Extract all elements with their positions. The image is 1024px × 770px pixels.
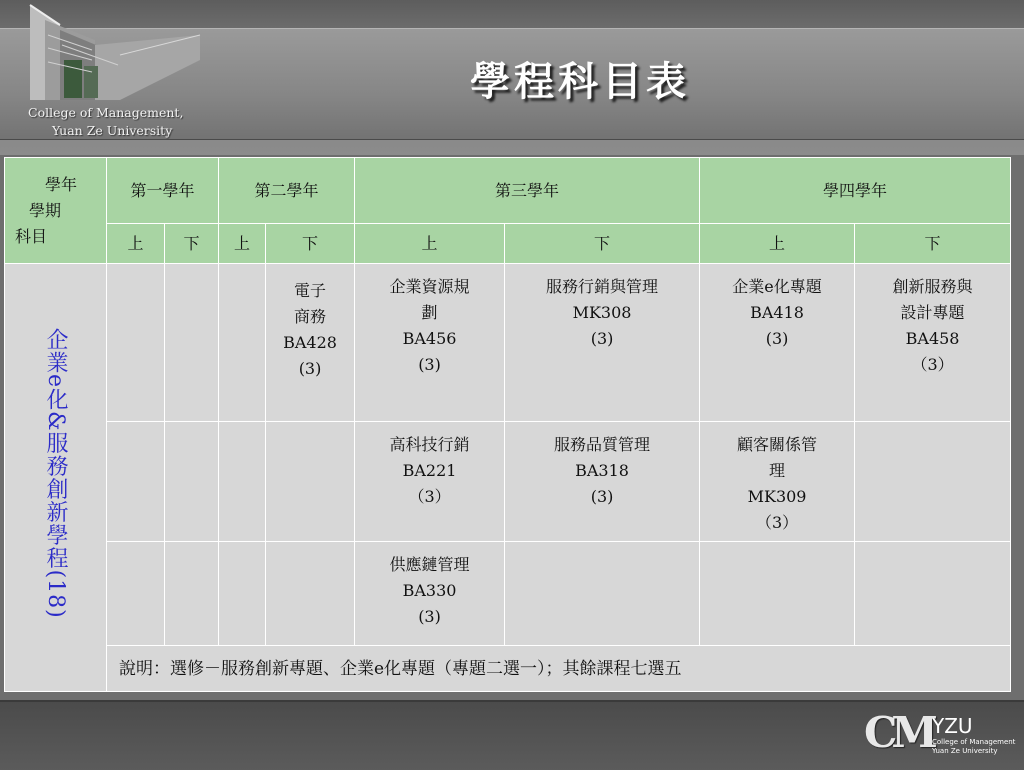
empty-cell <box>165 542 219 646</box>
program-name-cell <box>5 264 107 692</box>
course-line: 企業e化專題 <box>732 277 822 296</box>
course-cell <box>355 422 505 542</box>
course-line: BA330 <box>402 581 457 600</box>
corner-semester-label: 學期 <box>29 200 62 220</box>
empty-cell <box>165 264 219 422</box>
empty-cell <box>219 542 266 646</box>
course-row <box>5 542 1011 646</box>
semester-header: 下 <box>165 224 219 264</box>
empty-cell <box>107 264 165 422</box>
course-line: (3) <box>590 329 614 348</box>
course-line: （3） <box>408 487 451 506</box>
year-header-3: 第三學年 <box>355 158 700 224</box>
program-name: 企業e化&服務創新學程(18) <box>43 328 68 619</box>
empty-cell <box>855 542 1011 646</box>
corner-subject-label: 科目 <box>15 226 48 246</box>
corner-cell <box>5 158 107 264</box>
course-cell <box>266 264 355 422</box>
empty-cell <box>219 264 266 422</box>
course-line: （3） <box>911 355 954 374</box>
course-line: (3) <box>298 359 322 378</box>
empty-cell <box>266 542 355 646</box>
yzu-logo-text: YZU <box>932 714 973 738</box>
empty-cell <box>107 542 165 646</box>
course-line: (3) <box>418 355 441 374</box>
course-line: 創新服務與 <box>892 277 973 296</box>
semester-header: 下 <box>505 224 700 264</box>
course-row <box>5 422 1011 542</box>
course-cell <box>355 264 505 422</box>
slide-header <box>0 0 1024 155</box>
semester-header: 下 <box>266 224 355 264</box>
course-cell <box>700 264 855 422</box>
course-line: (3) <box>418 607 441 626</box>
course-line: BA418 <box>750 303 804 322</box>
college-name-line2: Yuan Ze University <box>52 123 173 138</box>
empty-cell <box>505 542 700 646</box>
empty-cell <box>700 542 855 646</box>
college-building-logo <box>0 0 215 155</box>
course-line: MK308 <box>572 303 632 322</box>
course-cell <box>355 542 505 646</box>
course-line: 商務 <box>294 307 327 326</box>
course-line: 顧客關係管 <box>737 435 818 454</box>
year-header-4: 學四學年 <box>700 158 1011 224</box>
course-line: 服務行銷與管理 <box>546 277 659 296</box>
course-cell <box>855 264 1011 422</box>
empty-cell <box>855 422 1011 542</box>
course-cell <box>505 264 700 422</box>
semester-header: 上 <box>219 224 266 264</box>
cm-logo-mark: CM <box>864 708 932 757</box>
course-line: (3) <box>590 487 614 506</box>
semester-header: 上 <box>107 224 165 264</box>
course-cell <box>700 422 855 542</box>
course-line: MK309 <box>747 487 807 506</box>
course-line: 電子 <box>294 281 327 300</box>
cm-yzu-logo <box>862 708 1022 764</box>
semester-header: 上 <box>700 224 855 264</box>
year-header-1: 第一學年 <box>107 158 219 224</box>
course-line: BA318 <box>575 461 629 480</box>
selection-note: 說明：選修－服務創新專題、企業e化專題（專題二選一）；其餘課程七選五 <box>107 646 1011 692</box>
empty-cell <box>165 422 219 542</box>
semester-header-row <box>5 224 1011 264</box>
empty-cell <box>266 422 355 542</box>
year-header-row <box>5 158 1011 224</box>
course-row <box>5 264 1011 422</box>
course-line: （3） <box>755 513 799 532</box>
course-table-container <box>4 157 1010 692</box>
course-line: 劃 <box>421 303 438 322</box>
course-line: 服務品質管理 <box>554 435 651 454</box>
page-title: 學程科目表 <box>470 58 690 105</box>
semester-header: 上 <box>355 224 505 264</box>
course-line: BA221 <box>402 461 457 480</box>
logo-subtitle-1: College of Management <box>932 738 1016 746</box>
semester-header: 下 <box>855 224 1011 264</box>
corner-year-label: 學年 <box>45 174 78 194</box>
course-line: BA428 <box>283 333 337 352</box>
course-line: BA458 <box>905 329 960 348</box>
year-header-2: 第二學年 <box>219 158 355 224</box>
course-line: BA456 <box>402 329 457 348</box>
course-line: 設計專題 <box>900 303 965 322</box>
note-row <box>5 646 1011 692</box>
course-line: 高科技行銷 <box>389 435 470 454</box>
course-table <box>4 157 1011 692</box>
logo-subtitle-2: Yuan Ze University <box>932 747 998 755</box>
college-name-line1: College of Management, <box>28 105 184 120</box>
course-line: (3) <box>765 329 789 348</box>
course-line: 企業資源規 <box>389 277 470 296</box>
empty-cell <box>219 422 266 542</box>
empty-cell <box>107 422 165 542</box>
course-cell <box>505 422 700 542</box>
course-line: 供應鏈管理 <box>389 555 470 574</box>
course-line: 理 <box>769 461 786 480</box>
